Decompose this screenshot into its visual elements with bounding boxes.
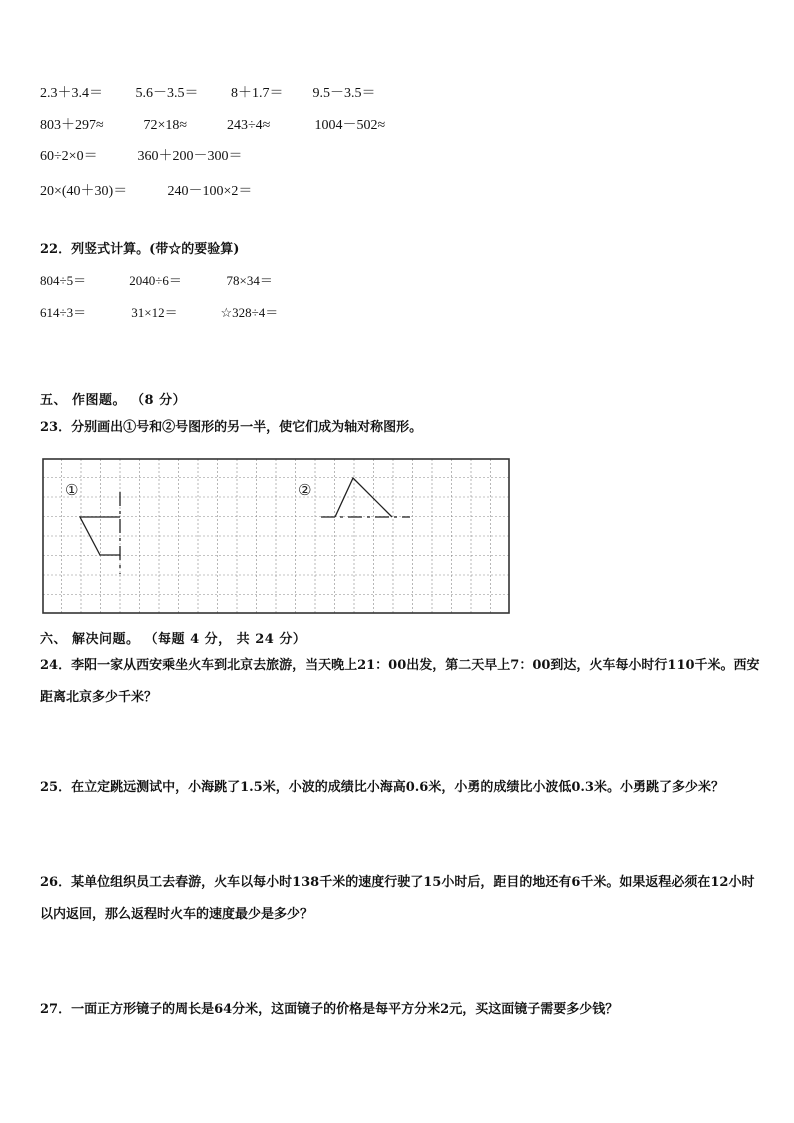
calc-item: 72×18≈ [143,118,188,133]
calc-item: 8＋1.7＝ [231,86,284,101]
question-26: 26．某单位组织员工去春游，火车以每小时138千米的速度行驶了15小时后，距目的地还有6千米。如果返程必须在12小时以内返回，那么返程时火车的速度最少是多少？ [40,875,755,922]
calc-row-1 [40,82,376,102]
calc-item: 804÷5＝ [40,273,87,288]
question-22-title: 22．列竖式计算。(带☆的要验算) [40,242,240,257]
vertical-calc-row-1 [40,270,273,289]
drawing-grid [42,458,510,614]
calc-item: 1004－502≈ [314,118,386,133]
calc-item: 78×34＝ [226,273,273,288]
calc-item: 240－100×2＝ [167,184,253,199]
section-6-heading: 六、 解决问题。 （每题 4 分， 共 24 分） [40,632,307,647]
grid-svg [42,458,510,614]
calc-row-3 [40,145,243,165]
calc-item: 5.6－3.5＝ [135,86,199,101]
calc-item: 803＋297≈ [40,118,104,133]
calc-item: ☆328÷4＝ [220,305,279,320]
vertical-calc-row-2 [40,302,278,321]
calc-item: 2.3＋3.4＝ [40,86,103,101]
calc-item: 31×12＝ [131,305,178,320]
calc-item: 60÷2×0＝ [40,149,98,164]
section-5-heading: 五、 作图题。 （8 分） [40,393,187,408]
calc-item: 9.5－3.5＝ [312,86,376,101]
calc-row-4 [40,180,252,200]
calc-row-2 [40,114,385,134]
question-23-title: 23．分别画出①号和②号图形的另一半，使它们成为轴对称图形。 [40,420,423,435]
figure-1-label: ① [65,481,79,499]
question-24: 24．李阳一家从西安乘坐火车到北京去旅游，当天晚上21：00出发，第二天早上7：00到达，火车每小时行110千米。西安距离北京多少千米？ [40,658,760,705]
question-25: 25．在立定跳远测试中，小海跳了1.5米，小波的成绩比小海高0.6米，小勇的成绩比小波低0.3米。小勇跳了多少米？ [40,780,724,795]
grid-lines [43,459,509,613]
calc-item: 360＋200－300＝ [137,149,243,164]
calc-item: 20×(40＋30)＝ [40,184,128,199]
calc-item: 2040÷6＝ [129,273,182,288]
figure-2-half [335,478,392,517]
figure-2-label: ② [298,481,312,499]
calc-item: 614÷3＝ [40,305,87,320]
question-27: 27．一面正方形镜子的周长是64分米，这面镜子的价格是每平方分米2元，买这面镜子需要多少钱？ [40,1002,619,1017]
calc-item: 243÷4≈ [227,118,271,133]
